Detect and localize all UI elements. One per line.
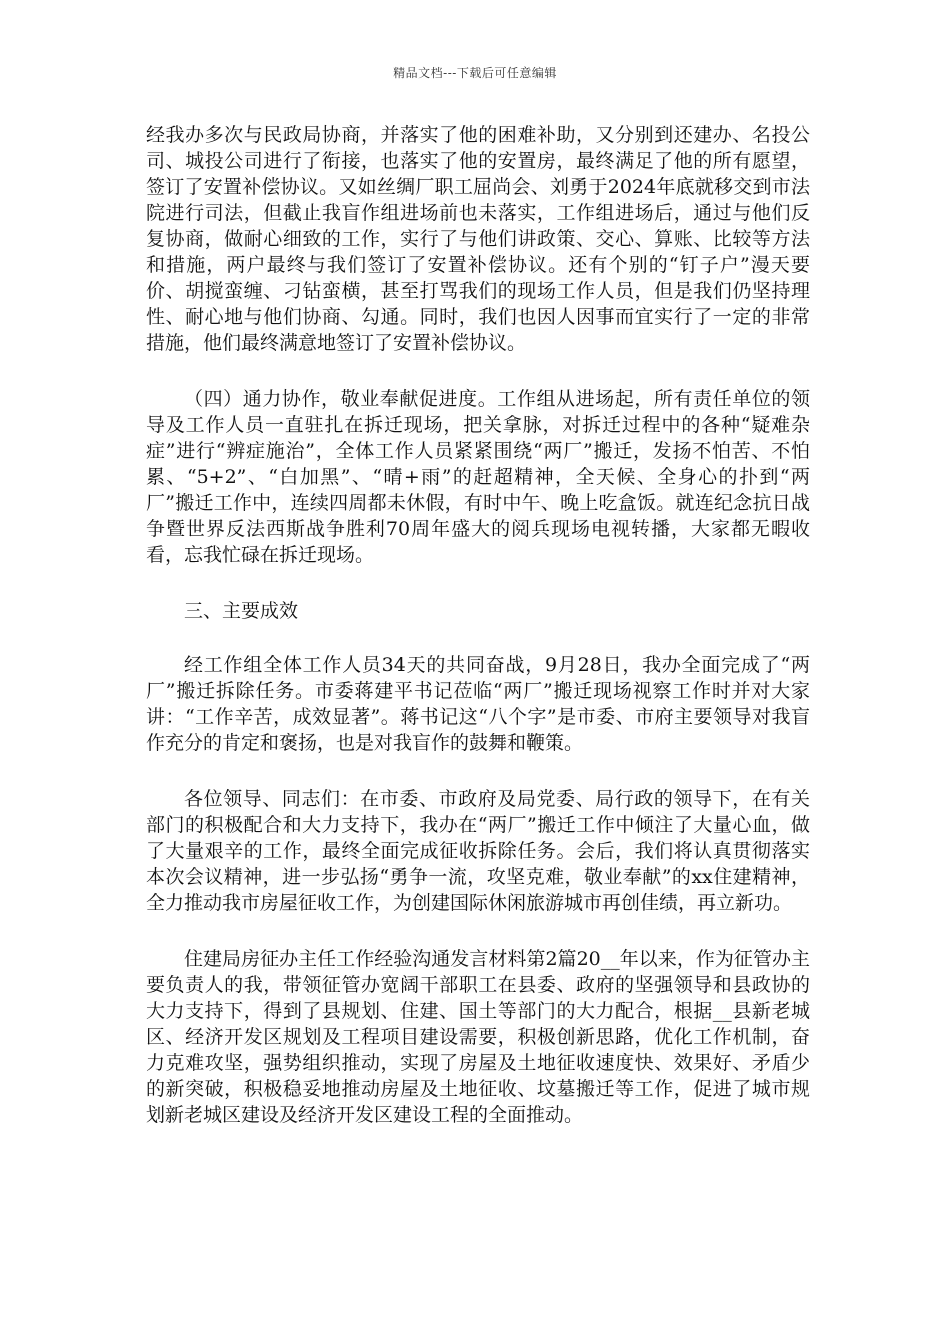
paragraph-continuation: 经我办多次与民政局协商，并落实了他的困难补助，又分别到还建办、名投公司、城投公司进行了衔接，也落实了他的安置房，最终满足了他的所有愿望，签订了安置补偿协议。又如丝绸厂职工屈尚会、刘勇于2024年底就移交到市法院进行司法，但截止我盲作组进场前也未落实，工作组进场后，通过与他们反复协商，做耐心细致的工作，实行了与他们讲政策、交心、算账、比较等方法和措施，两户最终与我们签订了安置补偿协议。还有个别的“钉子户”漫天要价、胡搅蛮缠、刁钻蛮横，甚至打骂我们的现场工作人员，但是我们仍坚持理性、耐心地与他们协商、勾通。同时，我们也因人因事而宜实行了一定的非常措施，他们最终满意地签订了安置补偿协议。 [146,124,810,354]
paragraph-closing: 各位领导、同志们：在市委、市政府及局党委、局行政的领导下，在有关部门的积极配合和大力支持下，我办在“两厂”搬迁工作中倾注了大量心血，做了大量艰辛的工作，最终全面完成征收拆除任务。会后，我们将认真贯彻落实本次会议精神，进一步弘扬“勇争一流，攻坚克难，敬业奉献”的xx住建精神，全力推动我市房屋征收工作，为创建国际休闲旅游城市再创佳绩，再立新功。 [146,788,810,914]
section-heading: 三、主要成效 [184,600,299,622]
document-body [146,122,810,1158]
paragraph-cooperation: （四）通力协作，敬业奉献促进度。工作组从进场起，所有责任单位的领导及工作人员一直驻扎在拆迁现场，把关拿脉，对拆迁过程中的各种“疑难杂症”进行“辨症施治”，全体工作人员紧紧围绕“两厂”搬迁，发扬不怕苦、不怕累、“5+2”、“白加黑”、“晴+雨”的赶超精神，全天候、全身心的扑到“两厂”搬迁工作中，连续四周都未休假，有时中午、晚上吃盒饭。就连纪念抗日战争暨世界反法西斯战争胜利70周年盛大的阅兵现场电视转播，大家都无暇收看，忘我忙碌在拆迁现场。 [146,388,810,566]
paragraph-second-article: 住建局房征办主任工作经验沟通发言材料第2篇20__年以来，作为征管办主要负责人的我，带领征管办宽阔干部职工在县委、政府的坚强领导和县政协的大力支持下，得到了县规划、住建、国土等部门的大力配合，根据__县新老城区、经济开发区规划及工程项目建设需要，积极创新思路，优化工作机制，奋力克难攻坚，强势组织推动，实现了房屋及土地征收速度快、效果好、矛盾少的新突破，积极稳妥地推动房屋及土地征收、坟墓搬迁等工作，促进了城市规划新老城区建设及经济开发区建设工程的全面推动。 [146,948,810,1126]
paragraph-results: 经工作组全体工作人员34天的共同奋战，9月28日，我办全面完成了“两厂”搬迁拆除任务。市委蒋建平书记莅临“两厂”搬迁现场视察工作时并对大家讲：“工作辛苦，成效显著”。蒋书记这“八个字”是市委、市府主要领导对我盲作充分的肯定和褒扬，也是对我盲作的鼓舞和鞭策。 [146,654,810,754]
page-header: 精品文档---下载后可任意编辑 [393,66,557,80]
